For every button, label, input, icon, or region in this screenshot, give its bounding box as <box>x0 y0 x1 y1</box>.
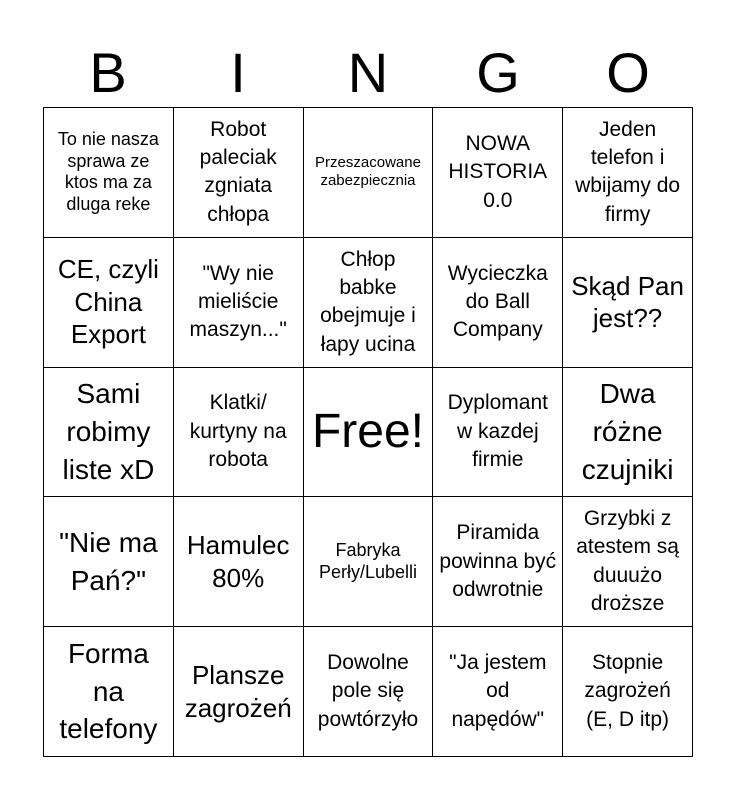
bingo-cell[interactable]: To nie nasza sprawa ze ktos ma za dluga reke <box>44 108 174 238</box>
bingo-cell[interactable]: Hamulec 80% <box>174 497 304 627</box>
header-letter-g: G <box>476 41 520 104</box>
bingo-cell[interactable]: Grzybki z atestem są duuużo droższe <box>563 497 693 627</box>
bingo-cell[interactable]: Sami robimy liste xD <box>44 368 174 498</box>
bingo-cell[interactable]: Przeszacowane zabezpiecznia <box>304 108 434 238</box>
bingo-cell[interactable]: Stopnie zagrożeń (E, D itp) <box>563 627 693 757</box>
header-letter-i: I <box>230 41 246 104</box>
bingo-cell[interactable]: Wycieczka do Ball Company <box>433 238 563 368</box>
bingo-cell[interactable]: Piramida powinna być odwrotnie <box>433 497 563 627</box>
bingo-cell[interactable]: CE, czyli China Export <box>44 238 174 368</box>
bingo-cell[interactable]: "Ja jestem od napędów" <box>433 627 563 757</box>
bingo-cell[interactable]: NOWA HISTORIA 0.0 <box>433 108 563 238</box>
bingo-cell[interactable]: "Nie ma Pań?" <box>44 497 174 627</box>
bingo-cell[interactable]: Fabryka Perły/Lubelli <box>304 497 434 627</box>
bingo-cell[interactable]: Forma na telefony <box>44 627 174 757</box>
bingo-cell[interactable]: Plansze zagrożeń <box>174 627 304 757</box>
bingo-cell[interactable]: Dyplomant w kazdej firmie <box>433 368 563 498</box>
free-space-cell[interactable]: Free! <box>304 368 434 498</box>
bingo-header <box>43 40 693 106</box>
bingo-board <box>43 107 693 757</box>
bingo-cell[interactable]: Skąd Pan jest?? <box>563 238 693 368</box>
bingo-cell[interactable]: Robot paleciak zgniata chłopa <box>174 108 304 238</box>
header-letter-b: B <box>89 41 127 104</box>
bingo-cell[interactable]: Dowolne pole się powtórzyło <box>304 627 434 757</box>
header-letter-n: N <box>347 41 389 104</box>
bingo-cell[interactable]: "Wy nie mieliście maszyn..." <box>174 238 304 368</box>
header-letter-o: O <box>606 41 650 104</box>
bingo-cell[interactable]: Klatki/ kurtyny na robota <box>174 368 304 498</box>
bingo-cell[interactable]: Jeden telefon i wbijamy do firmy <box>563 108 693 238</box>
bingo-cell[interactable]: Dwa różne czujniki <box>563 368 693 498</box>
bingo-cell[interactable]: Chłop babke obejmuje i łapy ucina <box>304 238 434 368</box>
